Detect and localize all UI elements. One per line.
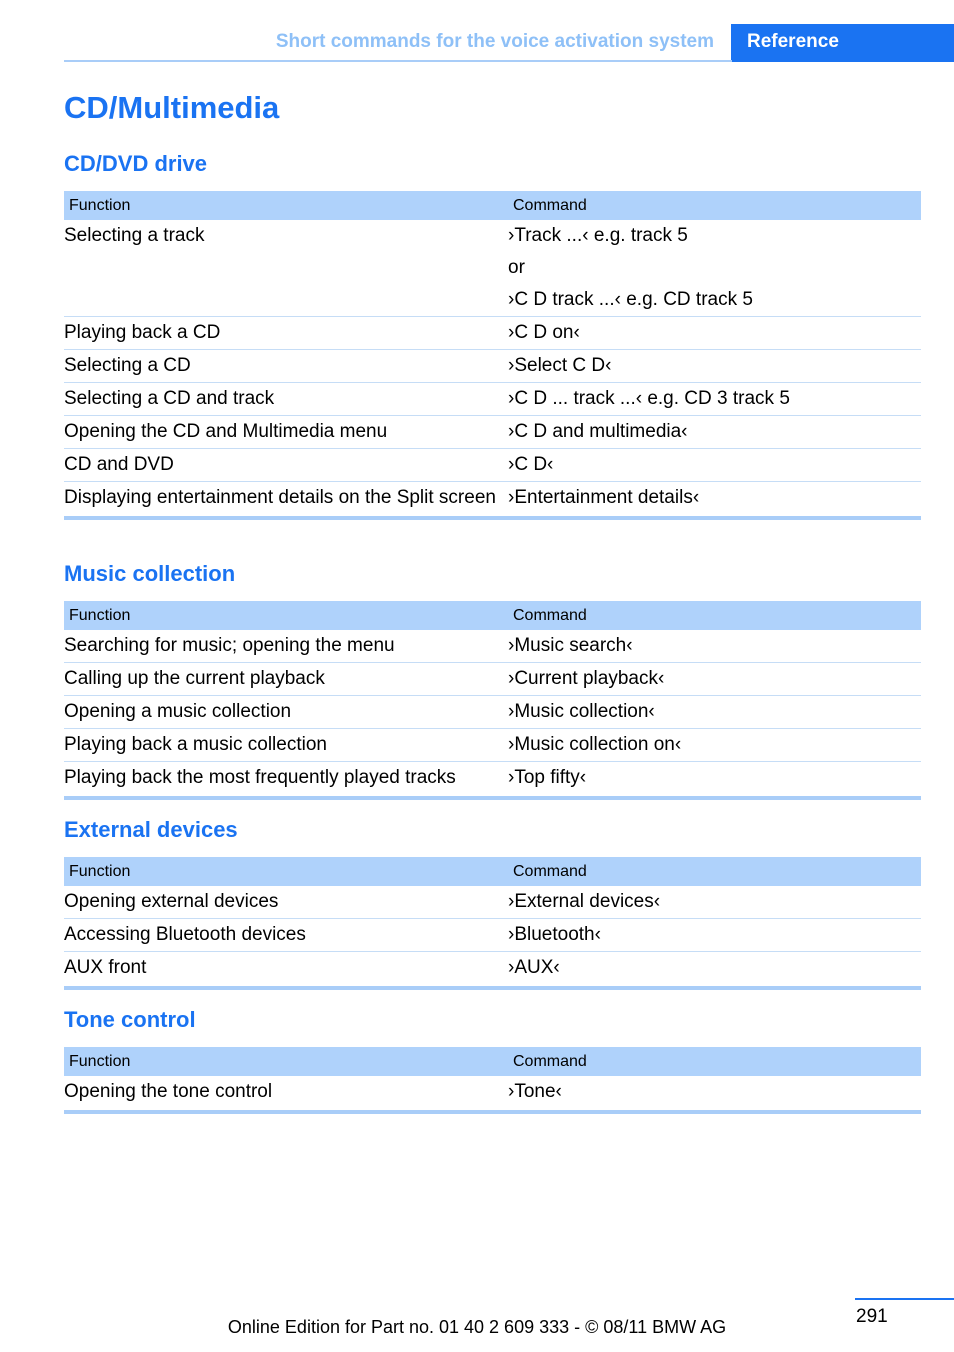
table-row xyxy=(64,729,921,762)
command-text: ›AUX‹ xyxy=(508,957,560,978)
table-row xyxy=(64,317,921,350)
table-row xyxy=(64,383,921,416)
table-row xyxy=(64,762,921,799)
command-cell xyxy=(508,383,921,416)
command-text: ›Top fifty‹ xyxy=(508,767,587,788)
command-cell xyxy=(508,1076,921,1112)
command-text: ›Bluetooth‹ xyxy=(508,924,601,945)
section-external-devices xyxy=(64,817,921,990)
function-cell: Playing back a CD xyxy=(64,317,508,350)
footer-edition-note: Online Edition for Part no. 01 40 2 609 333 - © 08/11 BMW AG xyxy=(227,1317,727,1337)
function-cell: Selecting a CD and track xyxy=(64,383,508,416)
section-music-collection xyxy=(64,561,921,800)
table-header-row xyxy=(64,857,921,886)
command-cell xyxy=(508,449,921,482)
table-row xyxy=(64,1076,921,1112)
command-cell xyxy=(508,952,921,989)
page-number-rule xyxy=(855,1298,954,1300)
command-text: ›C D‹ xyxy=(508,454,554,475)
function-cell: Opening the tone control xyxy=(64,1076,508,1112)
command-table xyxy=(64,601,921,800)
column-header-command: Command xyxy=(508,857,921,886)
column-header-command: Command xyxy=(508,1047,921,1076)
section-heading: Tone control xyxy=(64,1007,196,1032)
command-cell xyxy=(508,220,921,317)
command-text: ›Entertainment details‹ xyxy=(508,487,700,508)
function-cell: Opening external devices xyxy=(64,886,508,919)
function-cell: Selecting a track xyxy=(64,220,508,317)
section-cd-dvd-drive xyxy=(64,151,921,520)
command-text: ›Track ...‹ e.g. track 5 xyxy=(508,225,688,246)
command-text: ›Music collection‹ xyxy=(508,701,655,722)
section-tone-control xyxy=(64,1007,921,1114)
command-text: ›C D on‹ xyxy=(508,322,580,343)
command-cell xyxy=(508,729,921,762)
command-cell xyxy=(508,317,921,350)
table-row xyxy=(64,630,921,663)
command-cell xyxy=(508,663,921,696)
column-header-function: Function xyxy=(64,601,508,630)
command-cell xyxy=(508,762,921,799)
column-header-function: Function xyxy=(64,1047,508,1076)
table-row xyxy=(64,449,921,482)
command-cell xyxy=(508,919,921,952)
table-row xyxy=(64,919,921,952)
function-cell: Accessing Bluetooth devices xyxy=(64,919,508,952)
command-text: ›External devices‹ xyxy=(508,891,661,912)
table-header-row xyxy=(64,191,921,220)
command-cell xyxy=(508,886,921,919)
function-cell: Playing back a music collection xyxy=(64,729,508,762)
function-cell: Opening a music collection xyxy=(64,696,508,729)
command-text: ›Current playback‹ xyxy=(508,668,665,689)
table-row xyxy=(64,220,921,317)
command-text: ›Music search‹ xyxy=(508,635,633,656)
table-row xyxy=(64,886,921,919)
command-text: ›C D and multimedia‹ xyxy=(508,421,688,442)
page-number: 291 xyxy=(856,1306,888,1327)
command-cell xyxy=(508,630,921,663)
column-header-command: Command xyxy=(508,601,921,630)
function-cell: Calling up the current playback xyxy=(64,663,508,696)
section-heading: CD/DVD drive xyxy=(64,151,208,176)
command-table xyxy=(64,191,921,520)
table-row xyxy=(64,416,921,449)
command-cell xyxy=(508,350,921,383)
page-title: CD/Multimedia xyxy=(64,90,280,125)
column-header-function: Function xyxy=(64,191,508,220)
header-rule xyxy=(64,60,732,62)
function-cell: Playing back the most frequently played tracks xyxy=(64,762,508,799)
command-cell xyxy=(508,696,921,729)
function-cell: Searching for music; opening the menu xyxy=(64,630,508,663)
command-text: ›Music collection on‹ xyxy=(508,734,682,755)
table-header-row xyxy=(64,601,921,630)
table-row xyxy=(64,350,921,383)
command-table xyxy=(64,857,921,990)
command-cell xyxy=(508,416,921,449)
command-text: or xyxy=(508,257,525,278)
command-text: ›Tone‹ xyxy=(508,1081,562,1102)
table-header-row xyxy=(64,1047,921,1076)
section-heading: Music collection xyxy=(64,561,236,586)
command-table xyxy=(64,1047,921,1114)
function-cell: Displaying entertainment details on the Split screen xyxy=(64,482,508,519)
table-row xyxy=(64,696,921,729)
function-cell: AUX front xyxy=(64,952,508,989)
column-header-function: Function xyxy=(64,857,508,886)
table-row xyxy=(64,663,921,696)
function-cell: CD and DVD xyxy=(64,449,508,482)
column-header-command: Command xyxy=(508,191,921,220)
command-text: ›Select C D‹ xyxy=(508,355,612,376)
table-row xyxy=(64,482,921,519)
section-heading: External devices xyxy=(64,817,238,842)
command-cell xyxy=(508,482,921,519)
running-header-title: Short commands for the voice activation system xyxy=(275,31,714,52)
function-cell: Selecting a CD xyxy=(64,350,508,383)
function-cell: Opening the CD and Multimedia menu xyxy=(64,416,508,449)
command-text: ›C D track ...‹ e.g. CD track 5 xyxy=(508,289,753,310)
table-row xyxy=(64,952,921,989)
command-text: ›C D ... track ...‹ e.g. CD 3 track 5 xyxy=(508,388,790,409)
reference-tab: Reference xyxy=(731,24,954,62)
